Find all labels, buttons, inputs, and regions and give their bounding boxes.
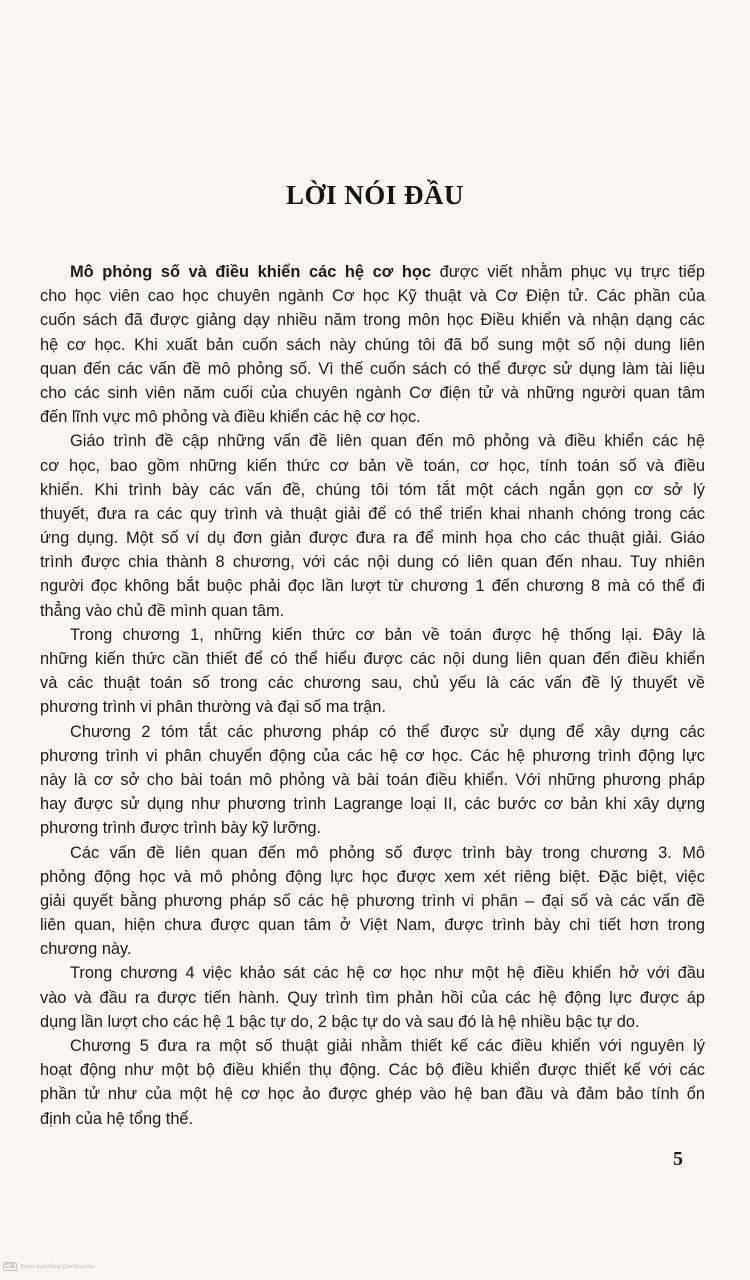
- text-line: này là cơ sở cho bài toán mô phỏng và bài toán điều khiển. Với những phương pháp: [40, 770, 705, 789]
- text-line: và các thuật toán số trong các chương sau, chủ yếu là các vấn đề lý thuyết về: [40, 674, 705, 693]
- text-line: phương trình vi phân thường và đại số ma trận.: [40, 698, 386, 717]
- page-number: 5: [673, 1148, 683, 1170]
- text-line: phương trình vi phân chuyển động của các hệ cơ học. Các hệ phương trình động lực: [40, 746, 705, 765]
- text-line: [40, 260, 705, 284]
- text-line: cuốn sách đã được giảng dạy nhiều năm trong môn học Điều khiển và nhận dạng các: [40, 311, 705, 330]
- text-line: Chương 2 tóm tắt các phương pháp có thể được sử dụng để xây dựng các: [70, 722, 705, 741]
- text-line: những kiến thức cần thiết để có thể hiểu được các nội dung liên quan đến điều khiển: [40, 650, 705, 668]
- book-title-bold: Mô phỏng số và điều khiển các hệ cơ học: [70, 263, 432, 281]
- text-line: khiển. Khi trình bày các vấn đề, chúng tôi tóm tắt một cách ngắn gọn cơ sở lý: [40, 480, 705, 499]
- paragraph: [40, 260, 705, 429]
- paragraph: [40, 720, 705, 841]
- paragraph: [40, 429, 705, 623]
- text-line: vào và đầu ra được tiến hành. Quy trình tìm phản hồi của các hệ động lực được áp: [40, 988, 705, 1007]
- document-body: [40, 260, 705, 1131]
- paragraph: [40, 1034, 705, 1131]
- text-line: Trong chương 1, những kiến thức cơ bản về toán được hệ thống lại. Đây là: [70, 625, 705, 644]
- text-line: cho học viên cao học chuyên ngành Cơ học Kỹ thuật và Cơ Điện tử. Các phần của: [40, 287, 705, 306]
- intro-text: được viết nhằm phục vụ trực tiếp: [431, 263, 705, 281]
- text-line: định của hệ tổng thể.: [40, 1109, 194, 1128]
- text-line: hay được sử dụng như phương trình Lagrange loại II, các bước cơ bản khi xây dựng: [40, 795, 705, 814]
- paragraph: [40, 841, 705, 962]
- text-line: hệ cơ học. Khi xuất bản cuốn sách này chúng tôi đã bổ sung một số nội dung liên: [40, 335, 705, 354]
- text-line: chương này.: [40, 940, 132, 959]
- page-title: LỜI NÓI ĐẦU: [285, 180, 465, 210]
- paragraph: [40, 961, 705, 1034]
- watermark-text: Được quét bằng CamScanner: [20, 1263, 95, 1270]
- text-line: đến lĩnh vực mô phỏng và điều khiển các hệ cơ học.: [40, 408, 421, 427]
- paragraph: [40, 623, 705, 720]
- text-line: cơ học, bao gồm những kiến thức cơ bản về toán, cơ học, tính toán số và điều: [40, 456, 705, 475]
- text-line: Chương 5 đưa ra một số thuật giải nhằm thiết kế các điều khiển với nguyên lý: [70, 1037, 705, 1055]
- text-line: người đọc không bắt buộc phải đọc lần lượt từ chương 1 đến chương 8 mà có thể đi: [40, 577, 705, 596]
- text-line: Các vấn đề liên quan đến mô phỏng số được trình bày trong chương 3. Mô: [70, 843, 705, 862]
- camscanner-watermark: [3, 1262, 94, 1271]
- text-line: quan đến các vấn đề mô phỏng số. Vì thế cuốn sách có thể được sử dụng làm tài liệu: [40, 359, 705, 378]
- text-line: trình được chia thành 8 chương, với các nội dung có liên quan đến nhau. Tuy nhiên: [40, 553, 705, 572]
- text-line: ứng dụng. Một số ví dụ đơn giản được đưa ra để minh họa cho các thuật giải. Giáo: [40, 529, 705, 548]
- text-line: dụng lần lượt cho các hệ 1 bậc tự do, 2 bậc tự do và sau đó là hệ nhiều bậc tự do.: [40, 1012, 640, 1031]
- text-line: liên quan, hiện chưa được quan tâm ở Việt Nam, được trình bày chi tiết hơn trong: [40, 916, 705, 935]
- text-line: hoạt động như một bộ điều khiển thụ động. Các bộ điều khiển được thiết kế với các: [40, 1061, 705, 1080]
- text-line: phương trình được trình bày kỹ lưỡng.: [40, 819, 322, 838]
- text-line: cho các sinh viên năm cuối của chuyên ngành Cơ điện tử và những người quan tâm: [40, 383, 705, 402]
- text-line: Giáo trình đề cập những vấn đề liên quan đến mô phỏng và điều khiển các hệ: [70, 432, 705, 451]
- camscanner-logo-icon: CS: [5, 1263, 15, 1270]
- text-line: thẳng vào chủ đề mình quan tâm.: [40, 601, 285, 620]
- text-line: thuyết, đưa ra các quy trình và thuật giải để có thể triển khai nhanh chóng trong các: [40, 504, 705, 523]
- text-line: Trong chương 4 việc khảo sát các hệ cơ học như một hệ điều khiển hở với đầu: [70, 964, 705, 983]
- text-line: giải quyết bằng phương pháp số các hệ phương trình vi phân – đại số và các vấn đề: [40, 891, 705, 910]
- text-line: phần tử như của một hệ cơ học ảo được ghép vào hệ ban đầu và đảm bảo tính ổn: [40, 1085, 705, 1104]
- text-line: phỏng động học và mô phỏng động lực học được xem xét riêng biệt. Đặc biệt, việc: [40, 867, 705, 886]
